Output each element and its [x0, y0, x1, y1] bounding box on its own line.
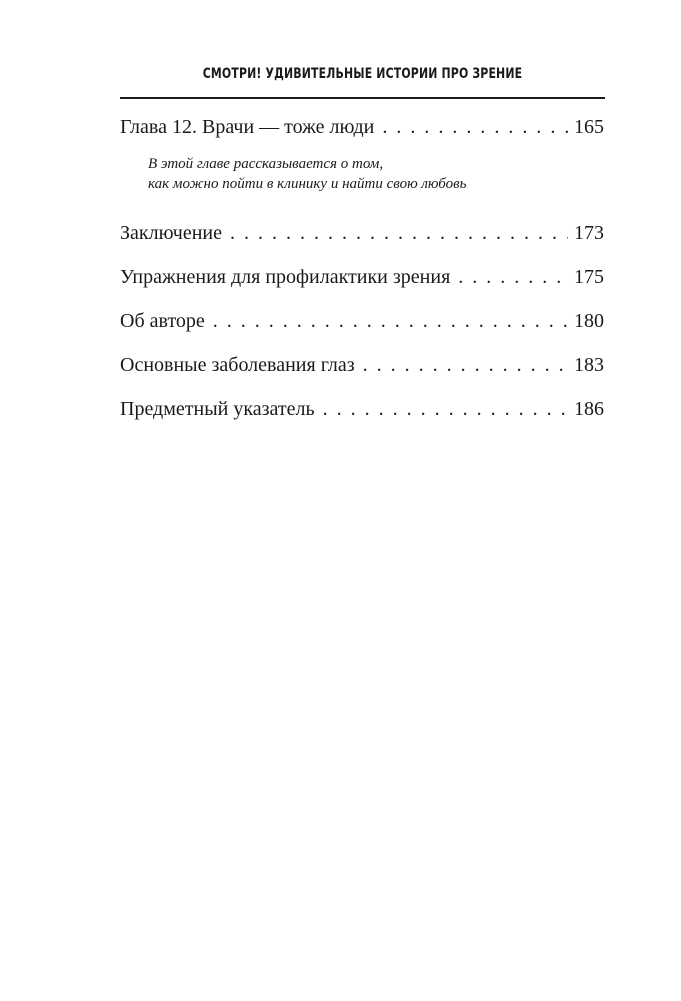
toc-entry-title: Основные заболевания глаз: [120, 354, 355, 376]
dot-leader: [323, 396, 568, 422]
toc-entry-title: Глава 12. Врачи — тоже люди: [120, 116, 375, 138]
toc-entry-page: 165: [574, 116, 604, 138]
toc-entry-title: Об авторе: [120, 310, 205, 332]
header-rule: [120, 97, 605, 99]
dot-leader: [230, 220, 568, 246]
toc-entry-page: 186: [574, 398, 604, 420]
dot-leader: [382, 114, 568, 140]
toc-entry-eye-diseases[interactable]: [120, 352, 604, 378]
toc-entry-chapter-12[interactable]: [120, 114, 604, 140]
chapter-description-line: В этой главе рассказывается о том,: [148, 156, 384, 172]
toc-entry-page: 173: [574, 222, 604, 244]
dot-leader: [363, 352, 568, 378]
table-of-contents: [120, 114, 604, 422]
running-header: СМОТРИ! УДИВИТЕЛЬНЫЕ ИСТОРИИ ПРО ЗРЕНИЕ: [202, 66, 523, 82]
toc-entry-title: Упражнения для профилактики зрения: [120, 266, 451, 288]
toc-entry-page: 180: [574, 310, 604, 332]
toc-entry-page: 183: [574, 354, 604, 376]
toc-entry-page: 175: [574, 266, 604, 288]
chapter-description: [148, 154, 604, 194]
toc-entry-index[interactable]: [120, 396, 604, 422]
toc-entry-conclusion[interactable]: [120, 220, 604, 246]
toc-entry-exercises[interactable]: [120, 264, 604, 290]
dot-leader: [458, 264, 568, 290]
dot-leader: [213, 308, 568, 334]
toc-entry-title: Заключение: [120, 222, 222, 244]
toc-entry-about-author[interactable]: [120, 308, 604, 334]
toc-entry-title: Предметный указатель: [120, 398, 315, 420]
chapter-description-line: как можно пойти в клинику и найти свою любовь: [148, 176, 467, 192]
